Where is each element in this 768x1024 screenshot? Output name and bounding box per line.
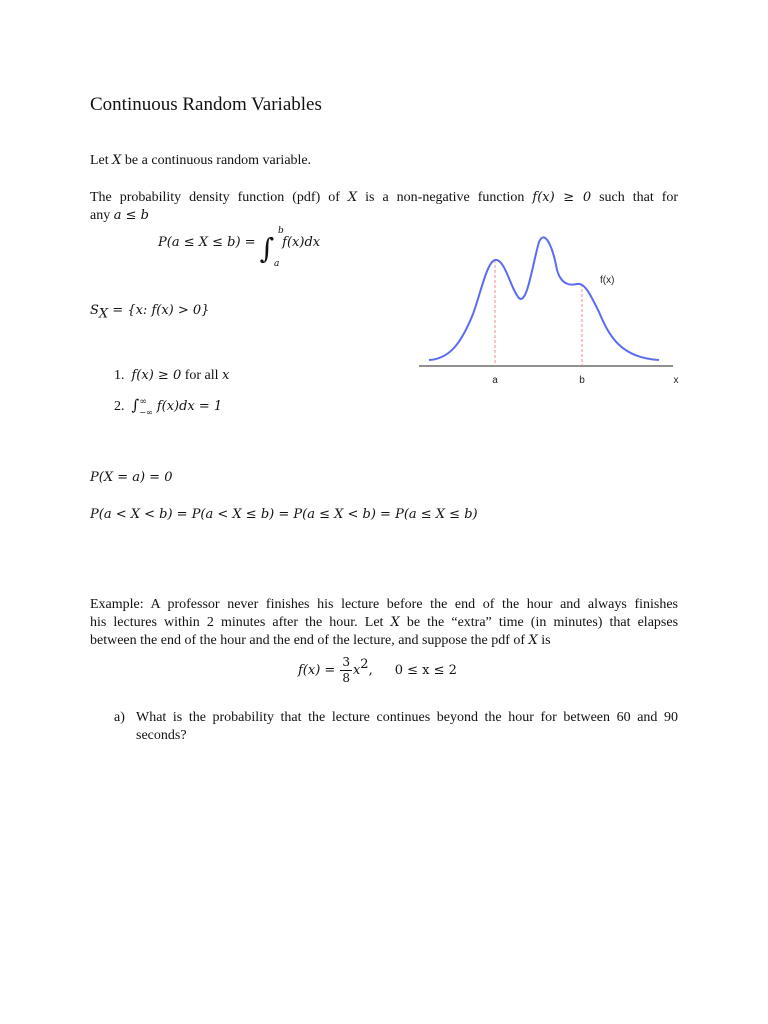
support-subscript: X xyxy=(98,306,109,322)
pdf-def-any: any xyxy=(90,208,111,223)
intro-text-pre: Let xyxy=(90,153,109,168)
example-text: is xyxy=(541,633,551,648)
question-label: a) xyxy=(114,710,125,725)
integral-lhs: P(a ≤ X ≤ b) = xyxy=(158,235,256,250)
intro-line xyxy=(90,152,311,170)
example-line3 xyxy=(90,632,551,650)
example-variable: X xyxy=(528,633,538,648)
question-line2: seconds? xyxy=(136,728,187,743)
formula-fraction xyxy=(340,655,352,686)
intro-variable: X xyxy=(112,153,122,168)
property-number: 1. xyxy=(114,368,125,383)
integral-limits xyxy=(139,396,153,417)
example-variable: X xyxy=(390,615,400,630)
property-math: f(x)dx = 1 xyxy=(156,399,223,414)
formula-variable: x xyxy=(352,663,361,679)
example-text: his lectures within 2 minutes after the hour. Let xyxy=(90,615,384,630)
pdf-chart xyxy=(415,222,685,392)
small-integral-sign: ∫ xyxy=(131,396,140,414)
page-title: Continuous Random Variables xyxy=(90,94,322,115)
support-set xyxy=(90,303,209,322)
integral-upper-limit: b xyxy=(278,226,284,236)
pdf-def-text-mid: is a non-negative function xyxy=(365,190,525,205)
property-number: 2. xyxy=(114,399,125,414)
pdf-definition-line1 xyxy=(90,189,678,207)
pdf-def-text: The probability density function (pdf) of xyxy=(90,190,340,205)
question-line1: What is the probability that the lecture continues beyond the hour for between 60 and 90 xyxy=(136,710,678,725)
tick-label-a: a xyxy=(492,375,498,386)
integral-lower-limit: −∞ xyxy=(139,408,153,417)
property-1 xyxy=(114,367,229,385)
curve-label: f(x) xyxy=(600,275,615,286)
fraction-numerator: 3 xyxy=(342,655,350,669)
integral-sign: ∫ xyxy=(259,232,275,265)
formula-range: 0 ≤ x ≤ 2 xyxy=(394,663,457,679)
pdf-def-nonneg-math: f(x) ≥ 0 xyxy=(532,190,592,205)
tick-label-b: b xyxy=(579,375,585,386)
integral-upper-limit: ∞ xyxy=(139,397,147,407)
pdf-def-variable: X xyxy=(347,190,358,205)
example-formula xyxy=(298,655,457,686)
pdf-def-text-post: such that for xyxy=(599,190,679,205)
integral-body: f(x)dx xyxy=(282,235,321,250)
tick-label-x: x xyxy=(673,375,679,386)
example-text: between the end of the hour and the end of the lecture, and suppose the pdf of xyxy=(90,633,526,648)
density-curve xyxy=(429,237,659,360)
point-probability: P(X = a) = 0 xyxy=(90,470,173,485)
example-line2 xyxy=(90,614,678,632)
formula-exponent: 2 xyxy=(360,656,369,672)
example-text: be the “extra” time (in minutes) that elapses xyxy=(406,615,679,630)
integral-formula xyxy=(158,228,320,272)
interval-equalities: P(a < X < b) = P(a < X ≤ b) = P(a ≤ X < b) = P(a ≤ X ≤ b) xyxy=(90,507,478,522)
property-math: f(x) ≥ 0 xyxy=(131,368,182,383)
support-S: S xyxy=(90,303,99,318)
property-2 xyxy=(114,396,222,416)
pdf-definition-line2 xyxy=(90,207,149,225)
integral-lower-limit: a xyxy=(274,259,280,269)
support-rest: = {x: f(x) > 0} xyxy=(108,303,210,318)
fraction-denominator: 8 xyxy=(342,671,350,685)
formula-comma: , xyxy=(368,663,373,679)
formula-lhs: f(x) = xyxy=(298,663,336,679)
property-text: for all xyxy=(184,368,219,383)
example-line1: Example: A professor never finishes his lecture before the end of the hour and always finishes xyxy=(90,597,678,612)
property-variable: x xyxy=(222,368,230,383)
pdf-def-a-le-b: a ≤ b xyxy=(113,208,149,223)
intro-text-post: be a continuous random variable. xyxy=(124,153,312,168)
